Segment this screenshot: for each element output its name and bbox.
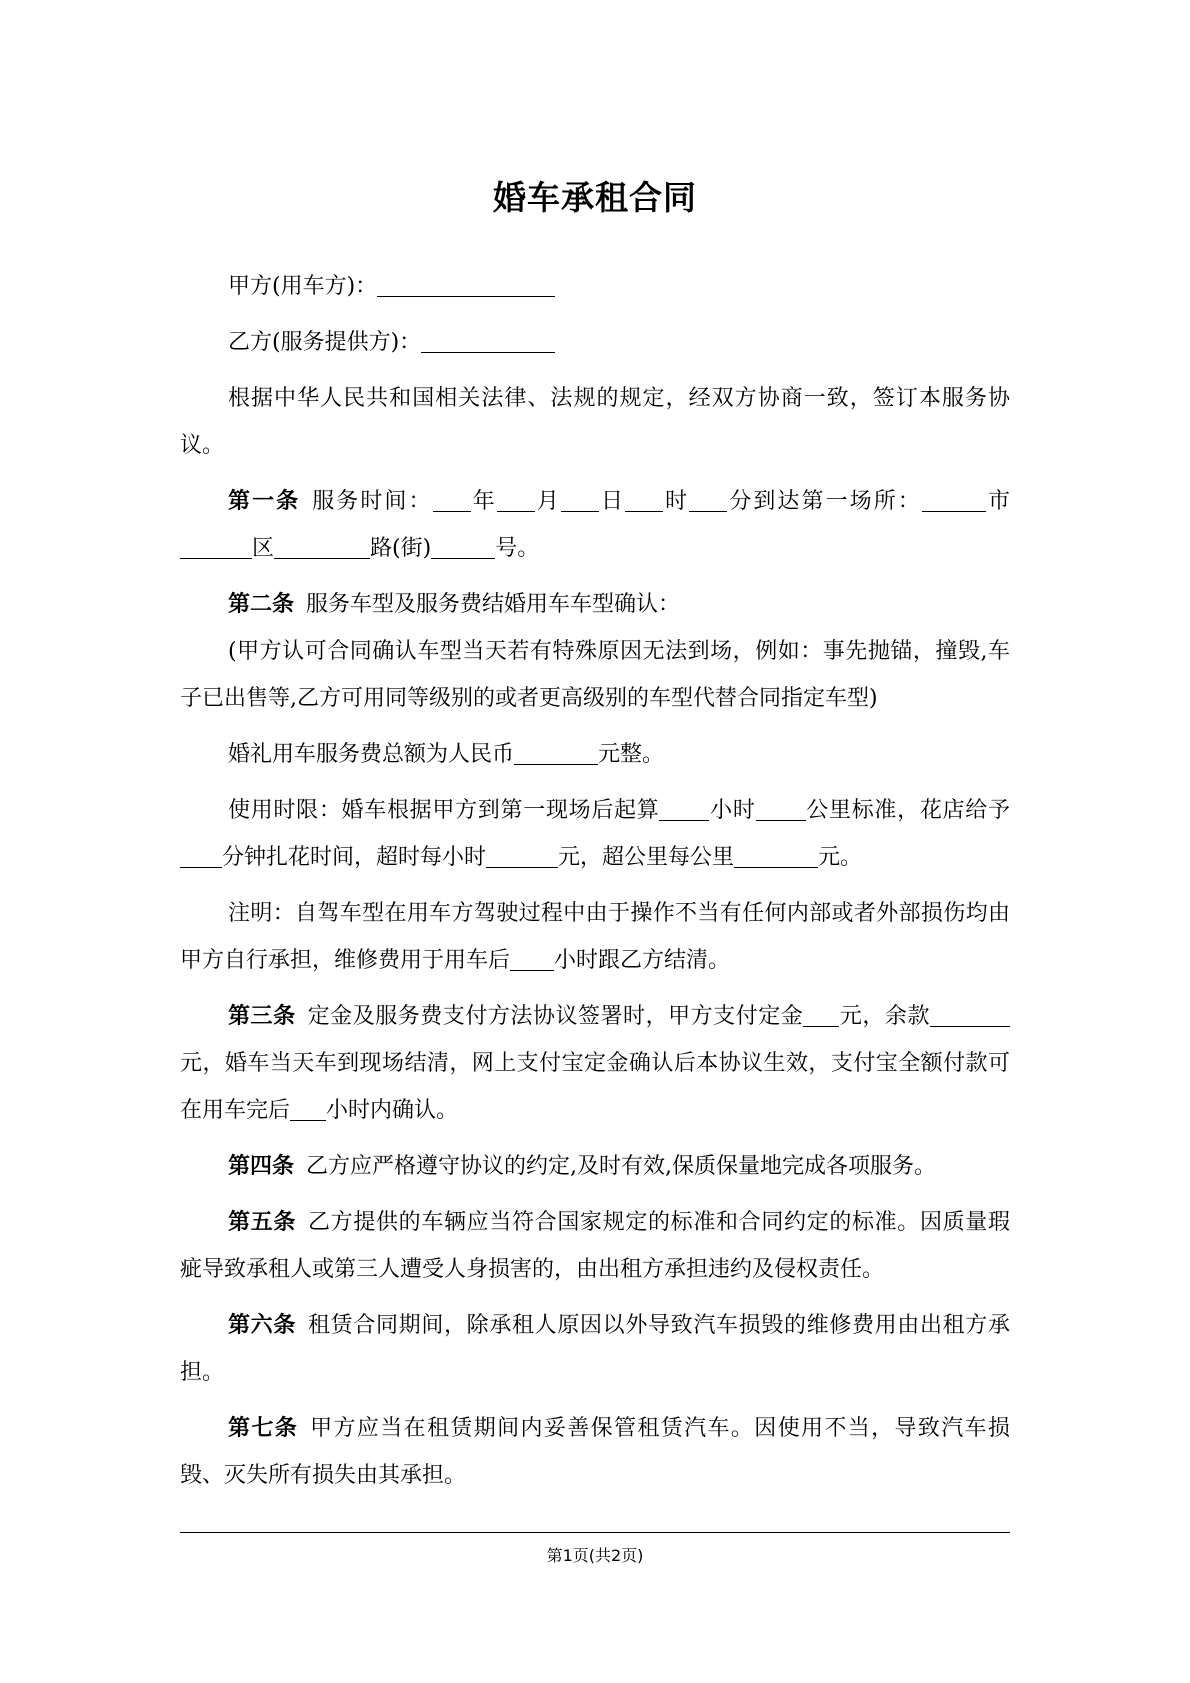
party-b-blank xyxy=(421,328,555,353)
time-limit-paragraph xyxy=(180,787,1010,881)
party-a-blank xyxy=(377,272,555,297)
hours-blank xyxy=(659,796,709,821)
fee-text-2: 元整。 xyxy=(598,742,665,767)
year-blank xyxy=(433,487,471,512)
art1-text-7: 市 xyxy=(985,489,1010,514)
hour-blank xyxy=(625,487,663,512)
document-body xyxy=(180,263,1010,1508)
confirm-hours-blank xyxy=(290,1096,326,1121)
remark-paragraph xyxy=(180,890,1010,984)
fee-blank xyxy=(514,740,598,765)
art1-text-1: 服务时间： xyxy=(312,489,433,514)
document-title: 婚车承租合同 xyxy=(493,178,697,217)
art1-text-8: 区 xyxy=(252,536,275,561)
art1-text-2: 年 xyxy=(470,489,497,514)
flower-minutes-blank xyxy=(180,843,222,868)
art7-text: 甲方应当在租赁期间内妥善保管租赁汽车。因使用不当，导致汽车损毁、灭失所有损失由其承担。 xyxy=(180,1416,1010,1488)
footer-divider xyxy=(180,1532,1010,1533)
article-1 xyxy=(180,478,1010,572)
overkm-rate-blank xyxy=(734,843,818,868)
fee-text-1: 婚礼用车服务费总额为人民币 xyxy=(228,742,515,767)
fee-line xyxy=(180,731,1010,778)
article-1-heading: 第一条 xyxy=(228,488,301,514)
art6-text: 租赁合同期间，除承租人原因以外导致汽车损毁的维修费用由出租方承担。 xyxy=(180,1313,1010,1385)
limit-text-1: 使用时限：婚车根据甲方到第一现场后起算 xyxy=(228,798,660,823)
art3-text-2: 元，余款 xyxy=(839,1004,930,1029)
limit-text-4: 分钟扎花时间，超时每小时 xyxy=(222,845,487,870)
overtime-rate-blank xyxy=(486,843,558,868)
art1-text-6: 分到达第一场所： xyxy=(727,489,922,514)
article-4 xyxy=(180,1143,1010,1190)
road-blank xyxy=(274,534,370,559)
article-2-note: (甲方认可合同确认车型当天若有特殊原因无法到场，例如：事先抛锚，撞毁,车子已出售等,乙方可用同等级别的或者更高级别的车型代替合同指定车型) xyxy=(180,639,1010,711)
article-5 xyxy=(180,1199,1010,1293)
art1-text-5: 时 xyxy=(663,489,690,514)
limit-text-6: 元。 xyxy=(818,845,863,870)
month-blank xyxy=(497,487,535,512)
article-6 xyxy=(180,1302,1010,1396)
party-a-line xyxy=(180,263,1010,310)
art5-text: 乙方提供的车辆应当符合国家规定的标准和合同约定的标准。因质量瑕疵导致承租人或第三人遭受人身损害的，由出租方承担违约及侵权责任。 xyxy=(180,1210,1010,1282)
art1-text-3: 月 xyxy=(534,489,561,514)
limit-text-5: 元，超公里每公里 xyxy=(558,845,735,870)
article-5-heading: 第五条 xyxy=(228,1209,296,1235)
article-4-heading: 第四条 xyxy=(228,1153,295,1179)
deposit-blank xyxy=(803,1002,839,1027)
article-7-heading: 第七条 xyxy=(228,1415,299,1441)
remark-text-1: 注明：自驾车型在用车方驾驶过程中由于操作不当有任何内部或者外部损伤均由甲方自行承担，维修费用于用车后 xyxy=(180,901,1010,973)
settle-hours-blank xyxy=(510,946,554,971)
art3-text-1: 定金及服务费支付方法协议签署时，甲方支付定金 xyxy=(307,1004,804,1029)
limit-text-3: 公里标准，花店给予 xyxy=(805,798,1010,823)
city-blank xyxy=(922,487,986,512)
article-2-heading: 第二条 xyxy=(228,591,295,617)
remark-text-2: 小时跟乙方结清。 xyxy=(554,948,731,973)
art1-text-9: 路(街) xyxy=(370,536,432,561)
article-3-heading: 第三条 xyxy=(228,1003,296,1029)
art4-text: 乙方应严格遵守协议的约定,及时有效,保质保量地完成各项服务。 xyxy=(306,1154,937,1179)
number-blank xyxy=(431,534,495,559)
article-7 xyxy=(180,1405,1010,1499)
page-number: 第1页(共2页) xyxy=(546,1546,644,1565)
art1-text-4: 日 xyxy=(598,489,626,514)
art3-text-4: 小时内确认。 xyxy=(326,1098,459,1123)
intro-paragraph: 根据中华人民共和国相关法律、法规的规定，经双方协商一致，签订本服务协议。 xyxy=(180,386,1010,458)
party-b-line xyxy=(180,319,1010,366)
balance-blank xyxy=(930,1002,1010,1027)
art3-text-3: 元，婚车当天车到现场结清，网上支付宝定金确认后本协议生效，支付宝全额付款可在用车完后 xyxy=(180,1051,1010,1123)
district-blank xyxy=(180,534,252,559)
party-a-label: 甲方(用车方)： xyxy=(228,274,378,299)
art1-text-10: 号。 xyxy=(495,536,540,561)
article-3 xyxy=(180,993,1010,1134)
km-blank xyxy=(756,796,806,821)
limit-text-2: 小时 xyxy=(709,798,756,823)
minute-blank xyxy=(689,487,727,512)
art2-text: 服务车型及服务费结婚用车车型确认： xyxy=(306,592,681,617)
article-6-heading: 第六条 xyxy=(228,1312,296,1338)
article-2 xyxy=(180,581,1010,628)
party-b-label: 乙方(服务提供方)： xyxy=(228,330,422,355)
day-blank xyxy=(561,487,599,512)
